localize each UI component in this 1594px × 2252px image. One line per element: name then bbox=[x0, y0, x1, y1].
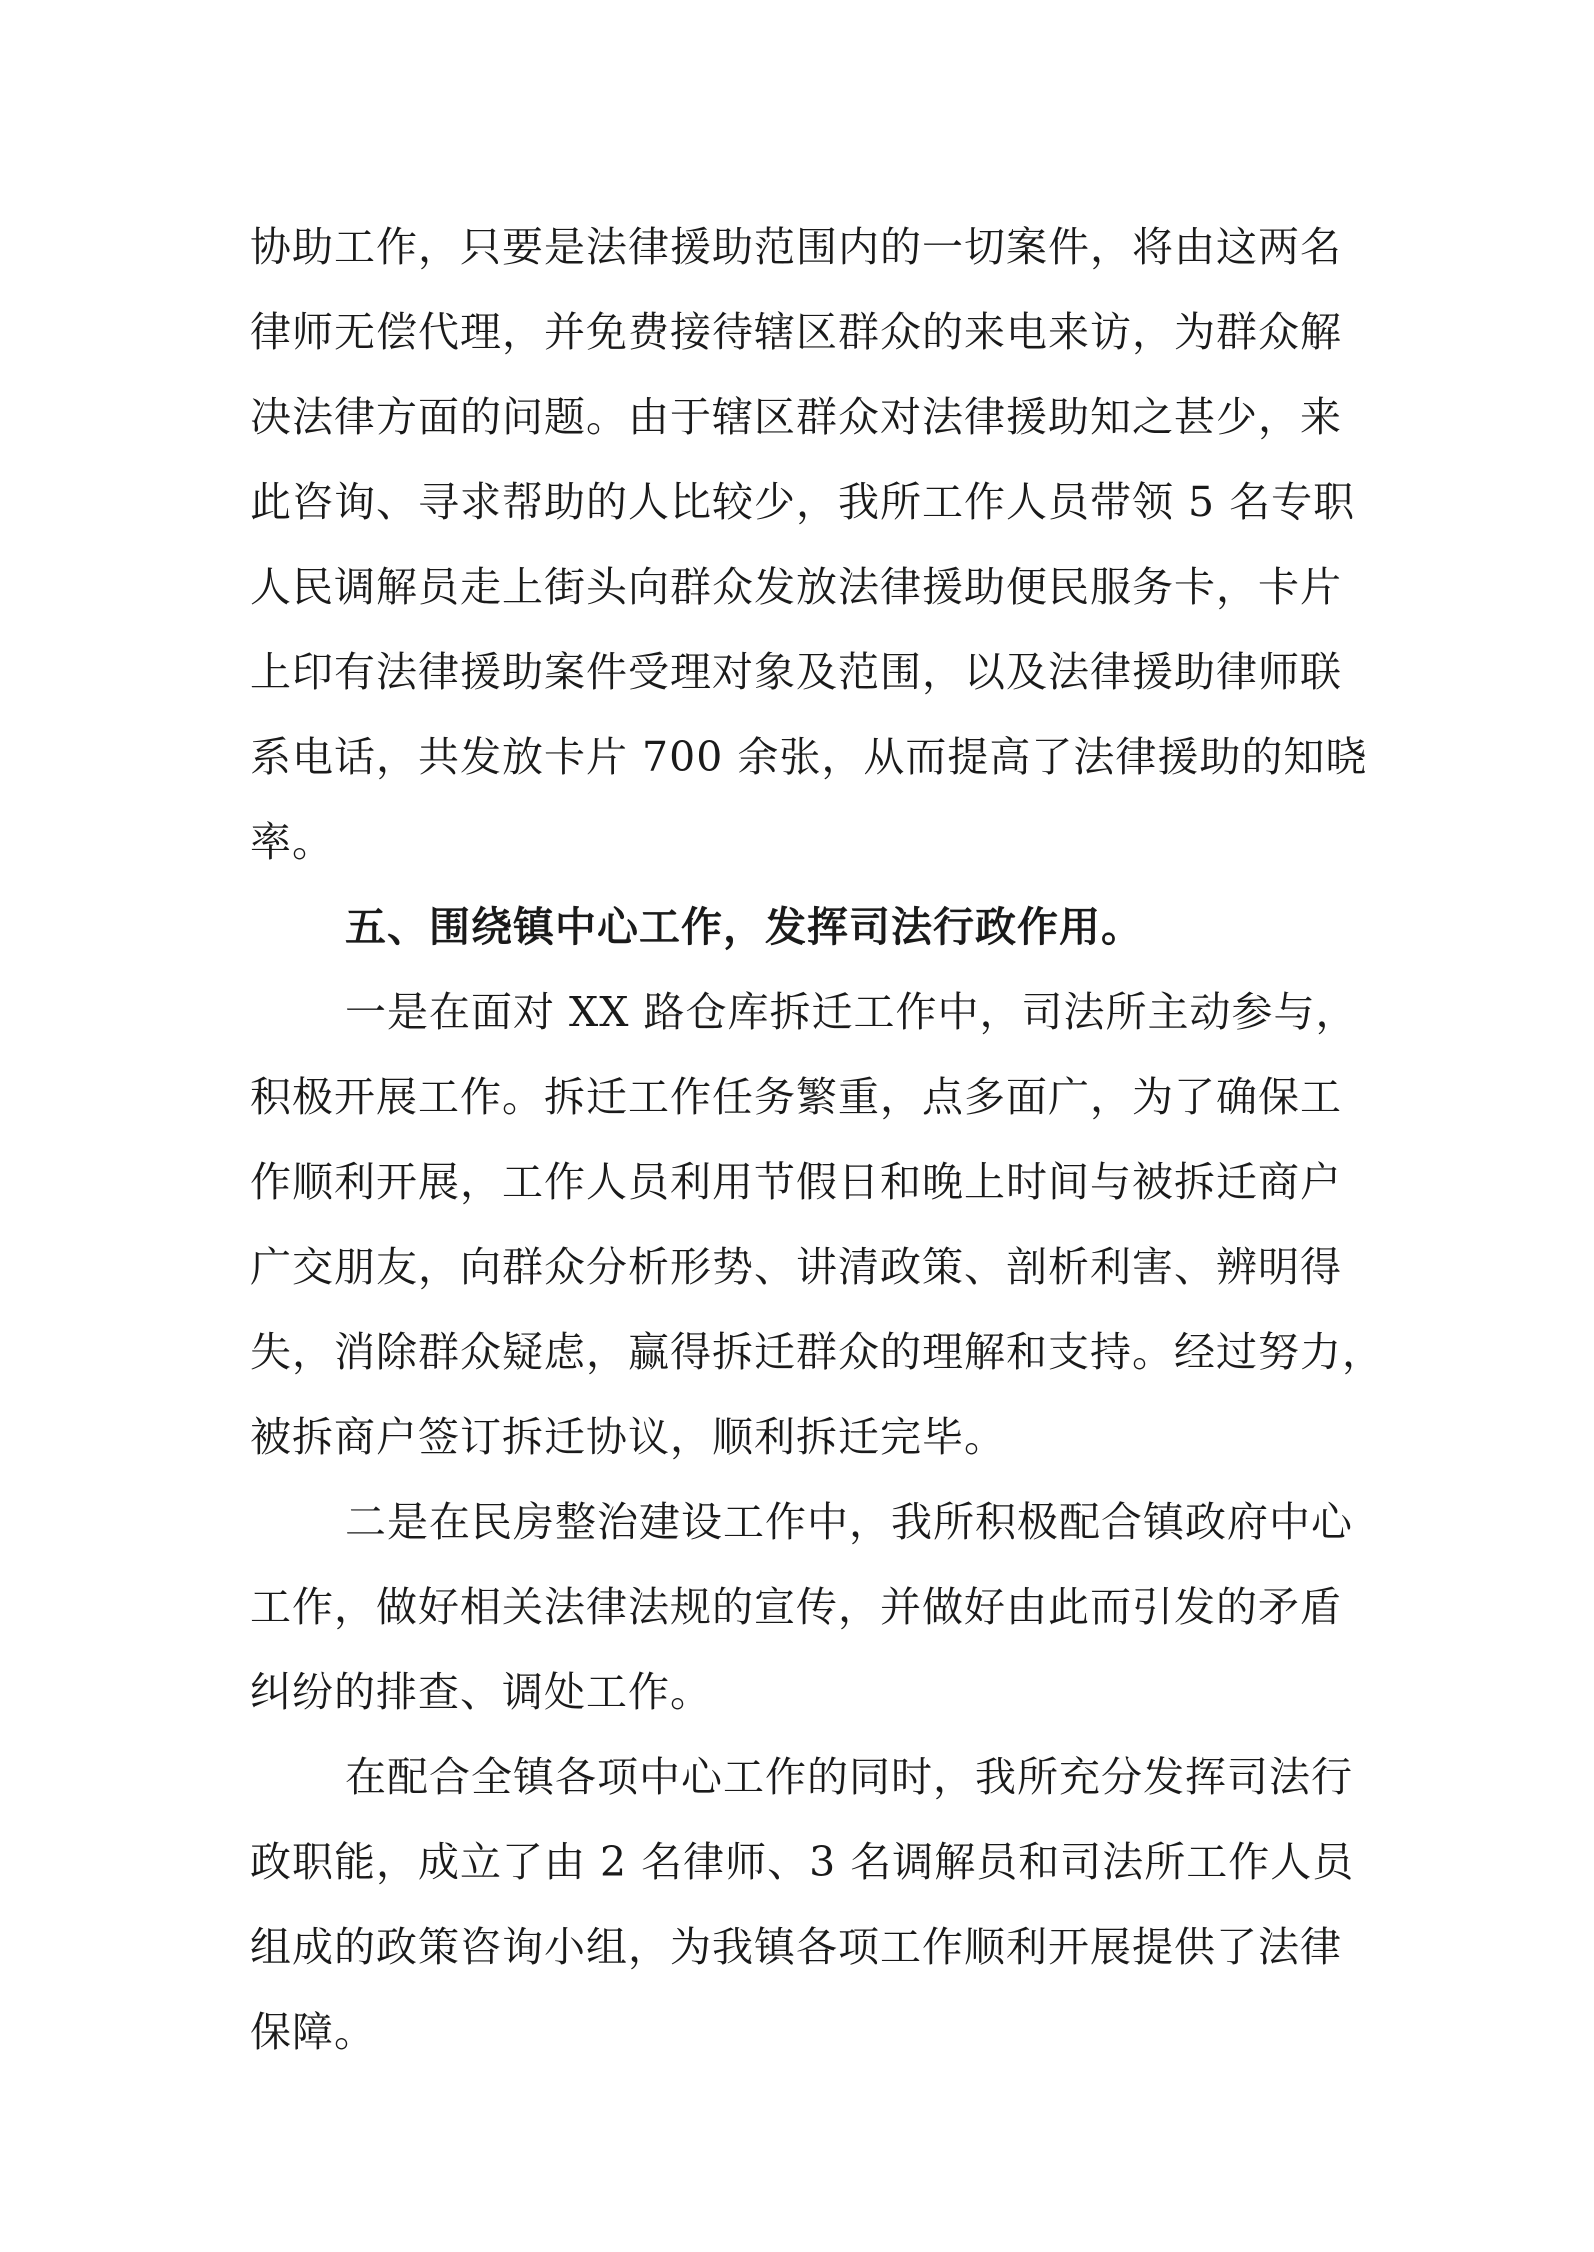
text-line: 被拆商户签订拆迁协议，顺利拆迁完毕。 bbox=[250, 1413, 1006, 1461]
text-line: 人民调解员走上街头向群众发放法律援助便民服务卡，卡片 bbox=[250, 563, 1342, 611]
text-line: 积极开展工作。拆迁工作任务繁重，点多面广，为了确保工 bbox=[250, 1073, 1342, 1121]
text-line: 律师无偿代理，并免费接待辖区群众的来电来访，为群众解 bbox=[250, 308, 1342, 356]
text-line: 广交朋友，向群众分析形势、讲清政策、剖析利害、辨明得 bbox=[250, 1243, 1342, 1291]
text-line: 协助工作，只要是法律援助范围内的一切案件，将由这两名 bbox=[250, 223, 1342, 271]
paragraph-legal-aid bbox=[250, 205, 1368, 885]
text-line: 工作，做好相关法律法规的宣传，并做好由此而引发的矛盾 bbox=[250, 1583, 1342, 1631]
text-line: 在配合全镇各项中心工作的同时，我所充分发挥司法行 bbox=[345, 1753, 1353, 1801]
text-line: 失，消除群众疑虑，赢得拆迁群众的理解和支持。经过努力， bbox=[250, 1328, 1384, 1376]
text-line: 政职能，成立了由 2 名律师、3 名调解员和司法所工作人员 bbox=[250, 1838, 1355, 1886]
text-line: 组成的政策咨询小组，为我镇各项工作顺利开展提供了法律 bbox=[250, 1923, 1342, 1971]
paragraph-policy-group bbox=[250, 1735, 1355, 2075]
text-line: 上印有法律援助案件受理对象及范围，以及法律援助律师联 bbox=[250, 648, 1342, 696]
text-line: 一是在面对 XX 路仓库拆迁工作中，司法所主动参与， bbox=[345, 988, 1358, 1036]
text-line: 保障。 bbox=[250, 2008, 376, 2056]
paragraph-demolition bbox=[250, 970, 1384, 1480]
body-text bbox=[250, 205, 1384, 2075]
text-line: 此咨询、寻求帮助的人比较少，我所工作人员带领 5 名专职 bbox=[250, 478, 1356, 526]
text-line: 率。 bbox=[250, 818, 334, 866]
section-heading: 五、围绕镇中心工作，发挥司法行政作用。 bbox=[345, 903, 1143, 951]
paragraph-housing bbox=[250, 1480, 1353, 1735]
text-line: 系电话，共发放卡片 700 余张，从而提高了法律援助的知晓 bbox=[250, 733, 1368, 781]
text-line: 作顺利开展，工作人员利用节假日和晚上时间与被拆迁商户 bbox=[250, 1158, 1342, 1206]
text-line: 决法律方面的问题。由于辖区群众对法律援助知之甚少，来 bbox=[250, 393, 1342, 441]
text-line: 二是在民房整治建设工作中，我所积极配合镇政府中心 bbox=[345, 1498, 1353, 1546]
text-line: 纠纷的排查、调处工作。 bbox=[250, 1668, 712, 1716]
